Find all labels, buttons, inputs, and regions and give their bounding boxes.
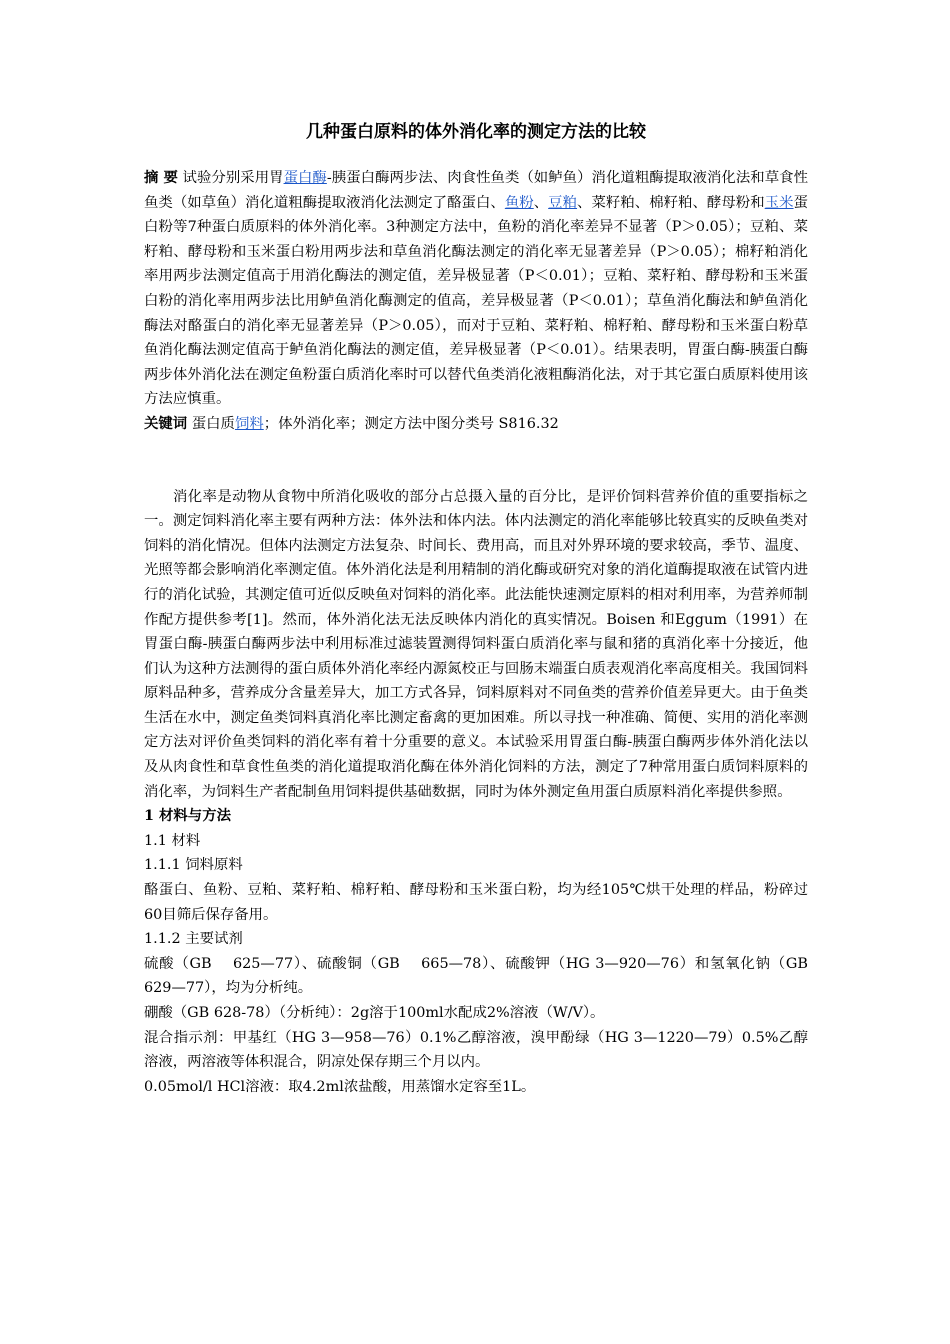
section-heading-1: 1 材料与方法 [144, 807, 231, 825]
abstract-text-1: 试验分别采用胃 [177, 170, 284, 186]
spacer [144, 437, 808, 485]
intro-paragraph: 消化率是动物从食物中所消化吸收的部分占总摄入量的百分比，是评价饲料营养价值的重要指标之一。测定饲料消化率主要有两种方法：体外法和体内法。体内法测定的消化率能够比较真实的反映鱼类对饲料的消化情况。但体内法测定方法复杂、时间长、费用高，而且对外界环境的要求较高，季节、温度、光照等都会影响消化率测定值。体外消化法是利用精制的消化酶或研究对象的消化道酶提取液在试管内进行的消化试验，其测定值可近似反映鱼对饲料的消化率。此法能快速测定原料的相对利用率，为营养师制作配方提供参考[1]。然而，体外消化法无法反映体内消化的真实情况。Boisen 和Eggum（1991）在胃蛋白酶-胰蛋白酶两步法中利用标准过滤装置测得饲料蛋白质消化率与鼠和猪的真消化率十分接近，他们认为这种方法测得的蛋白质体外消化率经内源氮校正与回肠末端蛋白质表观消化率高度相关。我国饲料原料品种多，营养成分含量差异大，加工方式各异，饲料原料对不同鱼类的营养价值差异更大。由于鱼类生活在水中，测定鱼类饲料真消化率比测定畜禽的更加困难。所以寻找一种准确、简便、实用的消化率测定方法对评价鱼类饲料的消化率有着十分重要的意义。本试验采用胃蛋白酶-胰蛋白酶两步体外消化法以及从肉食性和草食性鱼类的消化道提取消化酶在体外消化饲料的方法，测定了7种常用蛋白质饲料原料的消化率，为饲料生产者配制鱼用饲料提供基础数据，同时为体外测定鱼用蛋白质原料消化率提供参照。 [144, 488, 808, 800]
section-heading-1-1-1: 1.1.1 饲料原料 [144, 857, 243, 874]
keywords-text-2: ；体外消化率；测定方法中图分类号 S816.32 [263, 415, 559, 432]
link-feed[interactable]: 饲料 [234, 415, 264, 432]
keywords-label: 关键词 [144, 414, 188, 432]
reagent-paragraph-4: 0.05mol/l HCl溶液：取4.2ml浓盐酸，用蒸馏水定容至1L。 [144, 1078, 536, 1095]
keywords-text-1: 蛋白质 [187, 415, 235, 432]
section-heading-1-1: 1.1 材料 [144, 832, 201, 849]
abstract-text-3: 、 [533, 194, 549, 211]
abstract-text-2: -胰蛋白酶两步法、肉食性鱼类（如鲈鱼）消化道粗酶提取液消化法和草食性鱼类（如草鱼）消化道粗酶提取液消化法测定了酪蛋白、 [144, 170, 808, 211]
link-protease[interactable]: 蛋白酶 [283, 170, 327, 186]
keywords-paragraph [144, 412, 808, 437]
document-title: 几种蛋白原料的体外消化率的测定方法的比较 [306, 122, 646, 142]
link-fishmeal[interactable]: 鱼粉 [504, 194, 534, 211]
reagent-paragraph-1: 硫酸（GB 625—77）、硫酸铜（GB 665—78）、硫酸钾（HG 3—920—76）和氢氧化钠（GB 629—77），均为分析纯。 [144, 955, 813, 997]
reagent-paragraph-2: 硼酸（GB 628-78）（分析纯）：2g溶于100ml水配成2%溶液（W/V）。 [144, 1005, 605, 1021]
materials-paragraph: 酪蛋白、鱼粉、豆粕、菜籽粕、棉籽粕、酵母粉和玉米蛋白粉，均为经105℃烘干处理的样品，粉碎过60目筛后保存备用。 [144, 882, 808, 923]
link-soybean-meal[interactable]: 豆粕 [548, 194, 578, 211]
section-heading-1-1-2: 1.1.2 主要试剂 [144, 931, 243, 948]
abstract-label: 摘 要 [144, 169, 178, 186]
abstract-text-5: 蛋白粉等7种蛋白质原料的体外消化率。3种测定方法中，鱼粉的消化率差异不显著（P＞0.05）；豆粕、菜籽粕、酵母粉和玉米蛋白粉用两步法和草鱼消化酶法测定的消化率无显著差异（P＞0.05）；棉籽粕消化率用两步法测定值高于用消化酶法的测定值，差异极显著（P＜0.01）；豆粕、菜籽粕、酵母粉和玉米蛋白粉的消化率用两步法比用鲈鱼消化酶测定的值高，差异极显著（P＜0.01）；草鱼消化酶法和鲈鱼消化酶法对酪蛋白的消化率无显著差异（P＞0.05），而对于豆粕、菜籽粕、棉籽粕、酵母粉和玉米蛋白粉草鱼消化酶法测定值高于鲈鱼消化酶法的测定值，差异极显著（P＜0.01）。结果表明，胃蛋白酶-胰蛋白酶两步体外消化法在测定鱼粉蛋白质消化率时可以替代鱼类消化液粗酶消化法，对于其它蛋白质原料使用该方法应慎重。 [144, 194, 808, 408]
reagent-paragraph-3: 混合指示剂：甲基红（HG 3—958—76）0.1%乙醇溶液，溴甲酚绿（HG 3—1220—79）0.5%乙醇溶液，两溶液等体积混合，阴凉处保存期三个月以内。 [144, 1029, 808, 1071]
document-page [144, 120, 813, 1099]
abstract-paragraph [144, 166, 808, 412]
link-corn[interactable]: 玉米 [764, 194, 794, 211]
abstract-text-4: 、菜籽粕、棉籽粕、酵母粉和 [577, 194, 765, 211]
